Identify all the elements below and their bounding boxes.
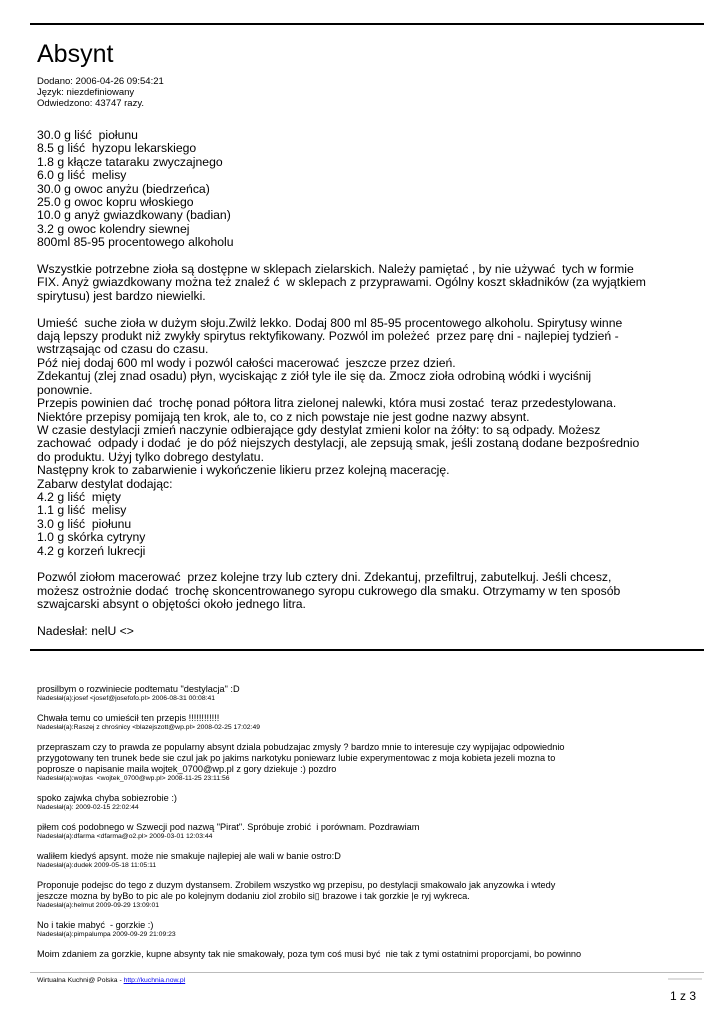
comment (37, 684, 702, 703)
comment-text: spoko zajwka chyba sobiezrobie :) (37, 793, 177, 803)
comment-text: Chwała temu co umieścił ten przepis !!!!!!!!!!!! (37, 713, 220, 723)
text-line: Wszystkie potrzebne zioła są dostępne w sklepach zielarskich. Należy pamiętać , by nie używać tych w formie (37, 262, 634, 277)
comment (37, 949, 702, 960)
comment-author: Nadesłał(a):josef <josef@josefofo.pl> 2006-08-31 00:08:41 (37, 695, 216, 702)
comment-author: Nadesłał(a):wojtas <wojtek_0700@wp.pl> 2008-11-25 23:11:56 (37, 775, 230, 782)
text-line: 25.0 g owoc kopru włoskiego (37, 195, 194, 210)
recipe-paragraph (37, 571, 702, 611)
recipe-paragraph (37, 317, 702, 558)
top-divider (30, 23, 704, 25)
comment (37, 920, 702, 939)
comment-author: Nadesłał(a): 2009-02-15 22:02:44 (37, 804, 139, 811)
text-line: zachować odpady i dodać je do póź niejszych destylacji, ale zepsują smak, jeśli zostaną dodane bezpośrednio (37, 436, 640, 451)
comment-author: Nadesłał(a):pimpalumpa 2009-09-29 21:09:23 (37, 931, 176, 938)
footer-divider (30, 972, 704, 973)
text-line: 800ml 85-95 procentowego alkoholu (37, 235, 234, 250)
text-line: Zabarw destylat dodając: (37, 476, 173, 491)
text-line: 4.2 g liść mięty (37, 489, 121, 504)
meta-language: Język: niezdefiniowany (37, 87, 135, 98)
page-title: Absynt (37, 40, 114, 68)
comments-divider (30, 649, 704, 651)
text-line: do produktu. Użyj tylko dobrego destylatu. (37, 449, 264, 464)
text-line: 30.0 g liść piołunu (37, 128, 138, 142)
text-line: Póź niej dodaj 600 ml wody i pozwól całości macerować jeszcze przez dzień. (37, 355, 456, 370)
article-meta (37, 76, 164, 109)
recipe-paragraph (37, 625, 702, 638)
text-line: 1.8 g kłącze tataraku zwyczajnego (37, 154, 223, 169)
text-line: 10.0 g anyż gwiazdkowany (badian) (37, 208, 231, 223)
text-line: dają lepszy produkt niż zwykły spirytus rektyfikowany. Pozwól im poleżeć przez parę dni - najlepiej tydzień - (37, 329, 619, 344)
text-line: Niektóre przepisy pomijają ten krok, ale to, co z nich powstaje nie jest godne nazwy absynt. (37, 409, 530, 424)
comment-text: Moim zdaniem za gorzkie, kupne absynty tak nie smakowały, poza tym coś musi być nie tak z tymi ostatnimi proporcjami, bo powinno (37, 949, 582, 959)
footer-site-link[interactable]: http://kuchnia.now.pl (123, 977, 186, 984)
text-line: Następny krok to zabarwienie i wykończenie likieru przez kolejną macerację. (37, 463, 450, 478)
comment-author: Nadesłał(a):dudek 2009-05-18 11:05:11 (37, 862, 157, 869)
footer-mark (668, 978, 702, 980)
comment (37, 713, 702, 732)
comment-author: Nadesłał(a):helmut 2009-09-29 13:09:01 (37, 902, 160, 909)
meta-date: Dodano: 2006-04-26 09:54:21 (37, 76, 164, 87)
comment-text: waliłem kiedyś apsynt. może nie smakuje najlepiej ale wali w banie ostro:D (37, 851, 341, 861)
meta-visits: Odwiedzono: 43747 razy. (37, 98, 145, 109)
recipe-paragraph (37, 263, 702, 303)
comment-text: jeszcze mozna by byBo to pic ale po kolejnym dodaniu ziol zrobilo si▯ brazowe i tak gorzkie |e ryj wykreca. (37, 891, 470, 901)
comment (37, 793, 702, 812)
text-line: Pozwól ziołom macerować przez kolejne trzy lub cztery dni. Zdekantuj, przefiltruj, zabutelkuj. Jeśli chcesz, (37, 570, 612, 585)
comment-text: poprosze o napisanie maila wojtek_0700@wp.pl z gory dziekuje :) pozdro (37, 764, 337, 774)
text-line: Zdekantuj (zlej znad osadu) płyn, wyciskając z ziół tyle ile się da. Zmocz zioła odrobiną wódki i wyciśnij (37, 369, 592, 384)
comments-list (37, 684, 702, 970)
text-line: 6.0 g liść melisy (37, 168, 127, 183)
comment-author: Nadesłał(a):Raszej z chrośnicy <blazejszott@wp.pl> 2008-02-25 17:02:49 (37, 724, 261, 731)
comment-text: prosilbym o rozwiniecie podtematu "destylacja" :D (37, 684, 240, 694)
comment-text: przygotowany ten trunek bede sie czul jak po jakims narkotyku poniewarz lubie experymentowac z moja kobieta jezeli mozna to (37, 753, 556, 763)
text-line: FIX. Anyż gwiazdkowany można też znaleź ć w sklepach z przyprawami. Ogólny koszt składników (za wyjątkiem (37, 275, 646, 290)
text-line: Przepis powinien dać trochę ponad półtora litra zielonej nalewki, która musi zostać teraz przedestylowana. (37, 396, 617, 411)
recipe-paragraph (37, 129, 702, 250)
text-line: ponownie. (37, 382, 93, 397)
text-line: możesz ostrożnie dodać trochę skoncentrowanego syropu cukrowego dla smaku. Otrzymamy w ten sposób (37, 583, 621, 598)
text-line: 3.0 g liść piołunu (37, 516, 132, 531)
comment (37, 822, 702, 841)
text-line: wstrząsając od czasu do czasu. (37, 342, 209, 357)
text-line: szwajcarski absynt o objętości około jednego litra. (37, 597, 306, 612)
text-line: 30.0 g owoc anyżu (biedrzeńca) (37, 181, 210, 196)
text-line: spirytusu) jest bardzo niewielki. (37, 288, 206, 303)
recipe-body (37, 129, 702, 638)
page-number: 1 z 3 (669, 989, 696, 1003)
text-line: Nadesłał: nelU <> (37, 623, 134, 638)
text-line: 1.1 g liść melisy (37, 503, 127, 518)
footer-site-text: Wirtualna Kuchni@ Polska - (37, 977, 124, 984)
comment-text: przepraszam czy to prawda ze popularny absynt dziala pobudzajac zmysly ? bardzo mnie to interesuje czy wypijajac odpowiednio (37, 742, 565, 752)
text-line: 8.5 g liść hyzopu lekarskiego (37, 141, 197, 156)
text-line: 4.2 g korzeń lukrecji (37, 543, 146, 558)
text-line: Umieść suche zioła w dużym słoju.Zwilż lekko. Dodaj 800 ml 85-95 procentowego alkoholu. Spirytusy winne (37, 315, 623, 330)
comment-text: piłem coś podobnego w Szwecji pod nazwą "Pirat". Spróbuje zrobić i porównam. Pozdrawiam (37, 822, 420, 832)
comment (37, 880, 702, 910)
footer-site (37, 977, 185, 985)
text-line: 1.0 g skórka cytryny (37, 530, 146, 545)
comment (37, 742, 702, 783)
comment-author: Nadesłał(a):dfarma <dfarma@o2.pl> 2009-03-01 12:03:44 (37, 833, 213, 840)
comment-text: No i takie mabyć - gorzkie :) (37, 920, 154, 930)
text-line: W czasie destylacji zmień naczynie odbierające gdy destylat zmieni kolor na żółty: to są odpady. Możesz (37, 422, 601, 437)
comment-text: Proponuje podejsc do tego z duzym dystansem. Zrobilem wszystko wg przepisu, po destylacji smakowalo jak anyzowka i wtedy (37, 880, 556, 890)
text-line: 3.2 g owoc kolendry siewnej (37, 221, 190, 236)
comment (37, 851, 702, 870)
